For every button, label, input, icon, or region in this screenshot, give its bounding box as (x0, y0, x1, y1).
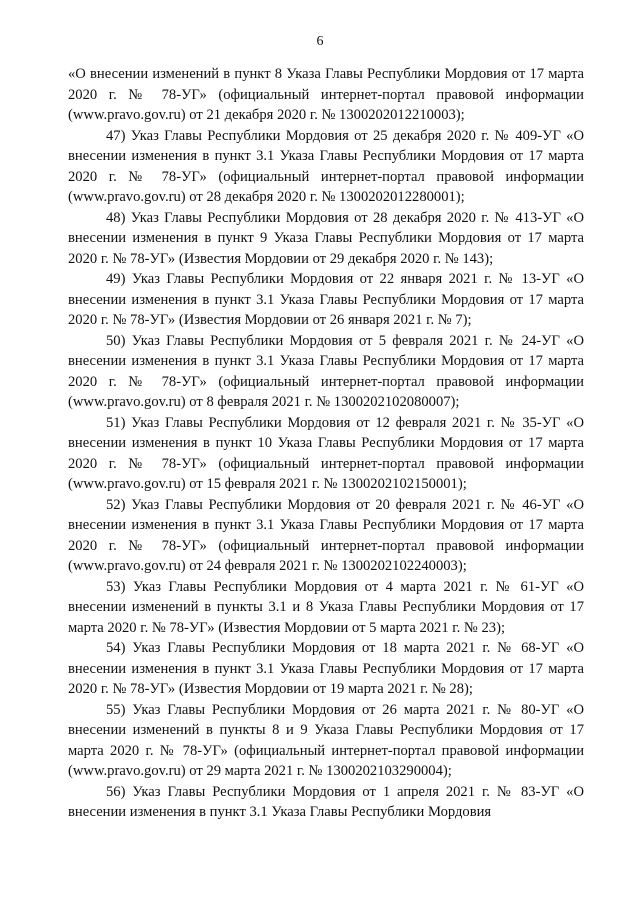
list-item-53: 53) Указ Главы Республики Мордовия от 4 марта 2021 г. № 61-УГ «О внесении изменений в пункты 3.1 и 8 Указа Главы Республики Мордовия от 17 марта 2020 г. № 78-УГ» (Известия Мордовии от 5 марта 2021 г. № 23); (68, 578, 584, 636)
list-item-55: 55) Указ Главы Республики Мордовия от 26 марта 2021 г. № 80-УГ «О внесении изменений в пункты 8 и 9 Указа Главы Республики Мордовия от 17 марта 2020 г. № 78-УГ» (официальный интернет-портал правовой информации (www.pravo.gov.ru) от 29 марта 2021 г. № 1300202103290004); (68, 701, 584, 779)
list-item-50: 50) Указ Главы Республики Мордовия от 5 февраля 2021 г. № 24-УГ «О внесении изменения в пункт 3.1 Указа Главы Республики Мордовия от 17 марта 2020 г. № 78-УГ» (официальный интернет-портал правовой информации (www.pravo.gov.ru) от 8 февраля 2021 г. № 1300202102080007); (68, 332, 584, 410)
list-item-48: 48) Указ Главы Республики Мордовия от 28 декабря 2020 г. № 413-УГ «О внесении изменения в пункт 9 Указа Главы Республики Мордовия от 17 марта 2020 г. № 78-УГ» (Известия Мордовии от 29 декабря 2020 г. № 143); (68, 209, 584, 267)
list-item-continuation: «О внесении изменений в пункт 8 Указа Главы Республики Мордовия от 17 марта 2020 г. № 78-УГ» (официальный интернет-портал правовой информации (www.pravo.gov.ru) от 21 декабря 2020 г. № 1300202012210003); (68, 66, 584, 123)
list-item-56: 56) Указ Главы Республики Мордовия от 1 апреля 2021 г. № 83-УГ «О внесении изменения в пункт 3.1 Указа Главы Республики Мордовия (68, 783, 584, 820)
list-item-47: 47) Указ Главы Республики Мордовия от 25 декабря 2020 г. № 409-УГ «О внесении изменения в пункт 3.1 Указа Главы Республики Мордовия от 17 марта 2020 г. № 78-УГ» (официальный интернет-портал правовой информации (www.pravo.gov.ru) от 28 декабря 2020 г. № 1300202012280001); (68, 127, 584, 205)
list-item-51: 51) Указ Главы Республики Мордовия от 12 февраля 2021 г. № 35-УГ «О внесении изменения в пункт 10 Указа Главы Республики Мордовия от 17 марта 2020 г. № 78-УГ» (официальный интернет-портал правовой информации (www.pravo.gov.ru) от 15 февраля 2021 г. № 1300202102150001); (68, 414, 584, 492)
list-item-52: 52) Указ Главы Республики Мордовия от 20 февраля 2021 г. № 46-УГ «О внесении изменения в пункт 3.1 Указа Главы Республики Мордовия от 17 марта 2020 г. № 78-УГ» (официальный интернет-портал правовой информации (www.pravo.gov.ru) от 24 февраля 2021 г. № 1300202102240003); (68, 496, 584, 574)
document-body (68, 64, 584, 823)
page-number: 6 (316, 34, 324, 49)
list-item-49: 49) Указ Главы Республики Мордовия от 22 января 2021 г. № 13-УГ «О внесении изменения в пункт 3.1 Указа Главы Республики Мордовия от 17 марта 2020 г. № 78-УГ» (Известия Мордовии от 26 января 2021 г. № 7); (68, 271, 584, 328)
list-item-54: 54) Указ Главы Республики Мордовия от 18 марта 2021 г. № 68-УГ «О внесении изменения в пункт 3.1 Указа Главы Республики Мордовия от 17 марта 2020 г. № 78-УГ» (Известия Мордовии от 19 марта 2021 г. № 28); (68, 640, 584, 697)
